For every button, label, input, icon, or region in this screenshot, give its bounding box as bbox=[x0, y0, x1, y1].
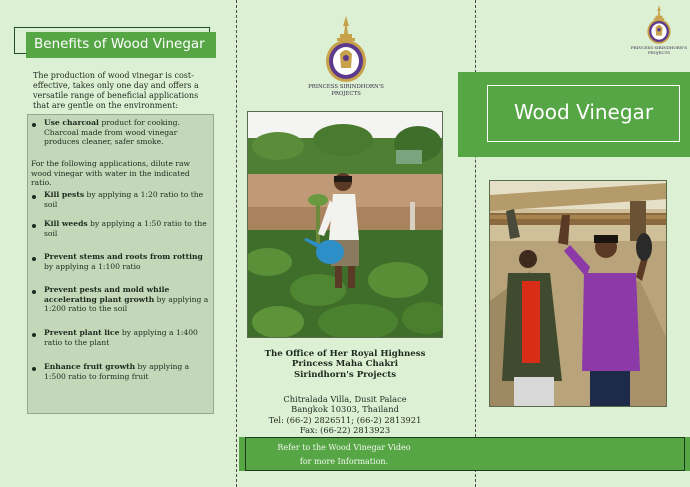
refer-line: Refer to the Wood Vinegar Video bbox=[277, 443, 411, 452]
phone-line: Tel: (66-2) 2826511; (66-2) 2813921 bbox=[268, 414, 422, 425]
item-bold: Kill pests bbox=[44, 190, 85, 199]
farm-photo bbox=[247, 111, 443, 338]
bullet-icon bbox=[32, 257, 36, 261]
office-line: Princess Maha Chakri bbox=[291, 359, 399, 370]
item-text: by applying a 1:400 ratio to the plant bbox=[44, 328, 198, 347]
office-line: The Office of Her Royal Highness bbox=[264, 349, 426, 359]
item-bold: Kill weeds bbox=[44, 219, 88, 228]
list-item-plant-lice bbox=[44, 328, 210, 347]
logo-caption-line: PRINCESS SIRINDHORN'S bbox=[308, 84, 384, 90]
office-heading bbox=[250, 349, 440, 380]
logo-caption-line: PROJECTS bbox=[331, 90, 361, 97]
item-text: by applying a 1:100 ratio bbox=[44, 261, 141, 271]
contact-address bbox=[250, 394, 440, 436]
list-item-kill-pests bbox=[44, 190, 210, 209]
logo-caption-small bbox=[628, 45, 690, 55]
item-text: by applying a 1:50 ratio to the soil bbox=[44, 219, 207, 238]
intro-paragraph: The production of wood vinegar is cost-effective, takes only one day and offers a versatile range of beneficial applications that are gentle on the environment: bbox=[33, 71, 199, 110]
item-text: by applying a 1:500 ratio to forming fruit bbox=[44, 362, 190, 381]
bullet-icon bbox=[32, 333, 36, 337]
logo-caption-line: PRINCESS SIRINDHORN'S bbox=[630, 45, 688, 50]
benefits-box bbox=[27, 114, 214, 414]
list-item-charcoal bbox=[44, 118, 210, 147]
princess-projects-logo-small bbox=[645, 4, 673, 45]
item-text: by applying a 1:200 ratio to the soil bbox=[44, 294, 209, 314]
address-line: Chitralada Villa, Dusit Palace bbox=[283, 394, 407, 404]
list-item-fruit-growth bbox=[44, 362, 210, 381]
list-item-prevent-rotting bbox=[44, 252, 210, 271]
item-bold: Prevent pests and mold while accelerating plant growth bbox=[44, 285, 170, 304]
logo-caption bbox=[300, 84, 392, 97]
logo-caption-line: PROJECTS bbox=[648, 50, 670, 55]
bullet-icon bbox=[32, 195, 36, 199]
address-line: Bangkok 10303, Thailand bbox=[291, 404, 399, 415]
bullet-icon bbox=[32, 290, 36, 294]
item-bold: Use charcoal bbox=[44, 118, 99, 127]
benefits-heading: Benefits of Wood Vinegar bbox=[26, 32, 216, 58]
item-bold: Enhance fruit growth bbox=[44, 362, 136, 371]
list-item-prevent-pests-mold bbox=[44, 285, 210, 314]
dilute-note: For the following applications, dilute raw wood vinegar with water in the indicated ratio. bbox=[31, 159, 191, 188]
item-bold: Prevent plant lice bbox=[44, 328, 120, 337]
refer-text bbox=[274, 441, 414, 469]
bullet-icon bbox=[32, 123, 36, 127]
office-line: Sirindhorn's Projects bbox=[293, 369, 397, 380]
brochure-title: Wood Vinegar bbox=[513, 100, 654, 124]
item-text: by applying a 1:20 ratio to the soil bbox=[44, 190, 204, 209]
bamboo-photo bbox=[489, 180, 667, 407]
bullet-icon bbox=[32, 367, 36, 371]
bullet-icon bbox=[32, 224, 36, 228]
refer-line: for more Information. bbox=[299, 457, 389, 466]
fold-line-left bbox=[236, 0, 237, 487]
item-text: product for cooking. Charcoal made from wood vinegar produces cleaner, safer smoke. bbox=[44, 118, 180, 147]
item-bold: Prevent stems and roots from rotting bbox=[44, 252, 203, 261]
list-item-kill-weeds bbox=[44, 219, 210, 238]
princess-projects-logo bbox=[322, 14, 370, 84]
fax-line: Fax: (66-22) 2813923 bbox=[299, 425, 391, 436]
